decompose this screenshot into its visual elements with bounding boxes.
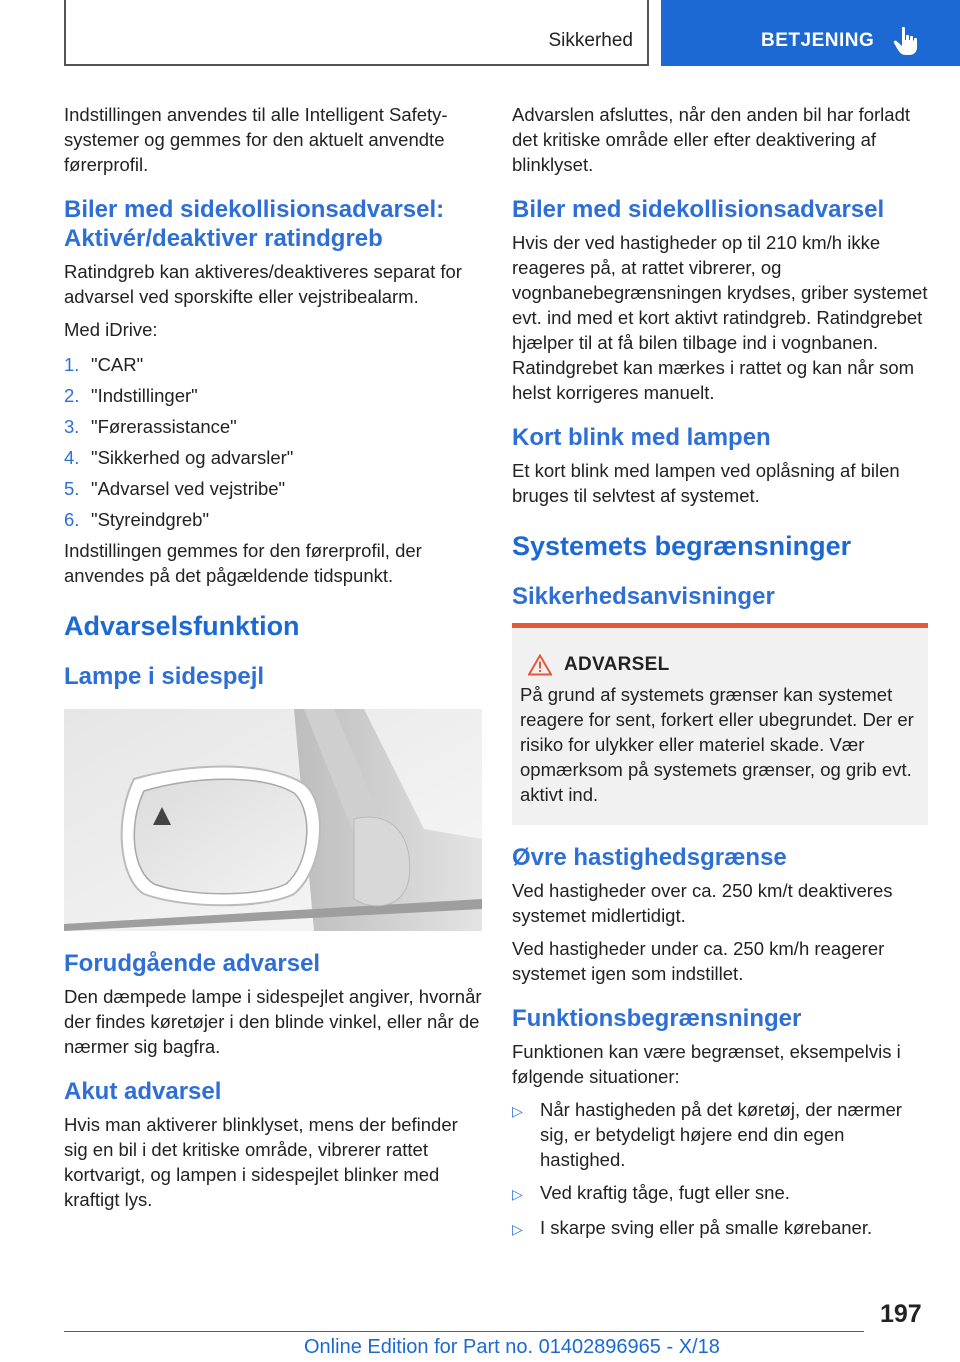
page-number: 197 bbox=[880, 1300, 922, 1328]
right-column bbox=[512, 102, 928, 1250]
ovre-paragraph-2: Ved hastigheder under ca. 250 km/h reagerer systemet igen som indstillet. bbox=[512, 938, 885, 984]
heading-advarselsfunktion: Advarselsfunktion bbox=[64, 611, 300, 641]
footer-edition-text: Online Edition for Part no. 01402896965 - X/18 bbox=[304, 1336, 720, 1358]
header-chapter-title: BETJENING bbox=[761, 30, 875, 51]
pointing-hand-icon bbox=[893, 26, 919, 56]
warning-title: ADVARSEL bbox=[564, 654, 670, 675]
header-section-box bbox=[64, 0, 649, 66]
list-item: 5. "Advarsel ved vejstribe" bbox=[64, 478, 286, 499]
idrive-steps-list bbox=[64, 352, 482, 532]
kort-blink-paragraph: Et kort blink med lampen ved oplåsning af bilen bruges til selvtest af systemet. bbox=[512, 460, 900, 506]
heading-funktionsbegraensninger: Funktionsbegrænsninger bbox=[512, 1005, 802, 1032]
triangle-bullet-icon: ▷ bbox=[512, 1221, 523, 1237]
heading-lampe-i-sidespejl: Lampe i sidespejl bbox=[64, 663, 265, 690]
heading-ratindgreb: Biler med sidekollisionsadvarsel: Aktivér/deaktiver ratindgreb bbox=[64, 196, 445, 252]
side-mirror-image bbox=[64, 709, 482, 931]
akut-paragraph: Hvis man aktiverer blinklyset, mens der befinder sig en bil i det kritiske område, vibrerer rattet kortvarigt, og lampen i sidespejlet blinker med kraftigt lys. bbox=[64, 1114, 458, 1210]
footer-divider bbox=[64, 1331, 864, 1332]
list-item: ▷ Ved kraftig tåge, fugt eller sne. bbox=[512, 1180, 928, 1207]
idrive-paragraph: Med iDrive: bbox=[64, 319, 158, 340]
list-item: 6. "Styreindgreb" bbox=[64, 509, 210, 530]
heading-biler-med-sidekollisionsadvarsel: Biler med sidekollisionsadvarsel bbox=[512, 196, 885, 223]
list-item: 4. "Sikkerhed og advarsler" bbox=[64, 447, 294, 468]
triangle-bullet-icon: ▷ bbox=[512, 1103, 523, 1119]
heading-forudgaaende-advarsel: Forudgående advarsel bbox=[64, 950, 321, 977]
heading-akut-advarsel: Akut advarsel bbox=[64, 1078, 222, 1105]
warning-text: På grund af systemets grænser kan systemet reagere for sent, forkert eller ubegrundet. Der er risiko for ulykker eller materiel skade. Vær opmærksom på systemets grænser, og grib evt. aktivt ind. bbox=[520, 684, 914, 805]
list-item: 2. "Indstillinger" bbox=[64, 385, 198, 406]
sidekollision-paragraph: Hvis der ved hastigheder op til 210 km/h ikke reageres på, at rattet vibrerer, og vognbanebegrænsningen krydses, griber systemet evt. ind med et kort aktivt ratindgreb. Ratindgrebet hjælper til at få bilen tilbage ind i vognbanen. Ratindgrebet kan mærkes i rattet og kan når som helst korrigeres manuelt. bbox=[512, 232, 928, 403]
limitation-list bbox=[512, 1097, 928, 1242]
heading-kort-blink: Kort blink med lampen bbox=[512, 424, 771, 451]
heading-ovre-hastighedsgraense: Øvre hastighedsgrænse bbox=[512, 844, 787, 871]
left-column bbox=[64, 102, 482, 1220]
list-item: 1. "CAR" bbox=[64, 354, 144, 375]
warning-box bbox=[512, 623, 928, 825]
intro-paragraph: Indstillingen anvendes til alle Intelligent Safety-systemer og gemmes for den aktuelt anvendte førerprofil. bbox=[64, 104, 448, 175]
triangle-bullet-icon: ▷ bbox=[512, 1186, 523, 1202]
header-section-title: Sikkerhed bbox=[548, 30, 633, 51]
warning-triangle-icon bbox=[528, 654, 552, 676]
heading-sikkerhedsanvisninger: Sikkerhedsanvisninger bbox=[512, 583, 775, 610]
ratindgreb-paragraph: Ratindgreb kan aktiveres/deaktiveres separat for advarsel ved sporskifte eller vejstribealarm. bbox=[64, 261, 462, 307]
forudgaaende-paragraph: Den dæmpede lampe i sidespejlet angiver, hvornår der findes køretøjer i den blinde vinkel, eller når de nærmer sig bagfra. bbox=[64, 986, 482, 1057]
ovre-paragraph-1: Ved hastigheder over ca. 250 km/t deaktiveres systemet midlertidigt. bbox=[512, 880, 893, 926]
funktion-paragraph: Funktionen kan være begrænset, eksempelvis i følgende situationer: bbox=[512, 1041, 901, 1087]
afslut-paragraph: Advarslen afsluttes, når den anden bil har forladt det kritiske område eller efter deaktivering af blinklyset. bbox=[512, 104, 910, 175]
list-item: ▷ I skarpe sving eller på smalle kørebaner. bbox=[512, 1215, 928, 1242]
list-item: 3. "Førerassistance" bbox=[64, 416, 237, 437]
heading-systemets-begraensninger: Systemets begrænsninger bbox=[512, 531, 852, 561]
list-item: ▷ Når hastigheden på det køretøj, der nærmer sig, er betydeligt højere end din egen hastighed. bbox=[512, 1099, 902, 1170]
warning-header bbox=[520, 654, 920, 676]
profile-paragraph: Indstillingen gemmes for den førerprofil, der anvendes på det pågældende tidspunkt. bbox=[64, 540, 422, 586]
